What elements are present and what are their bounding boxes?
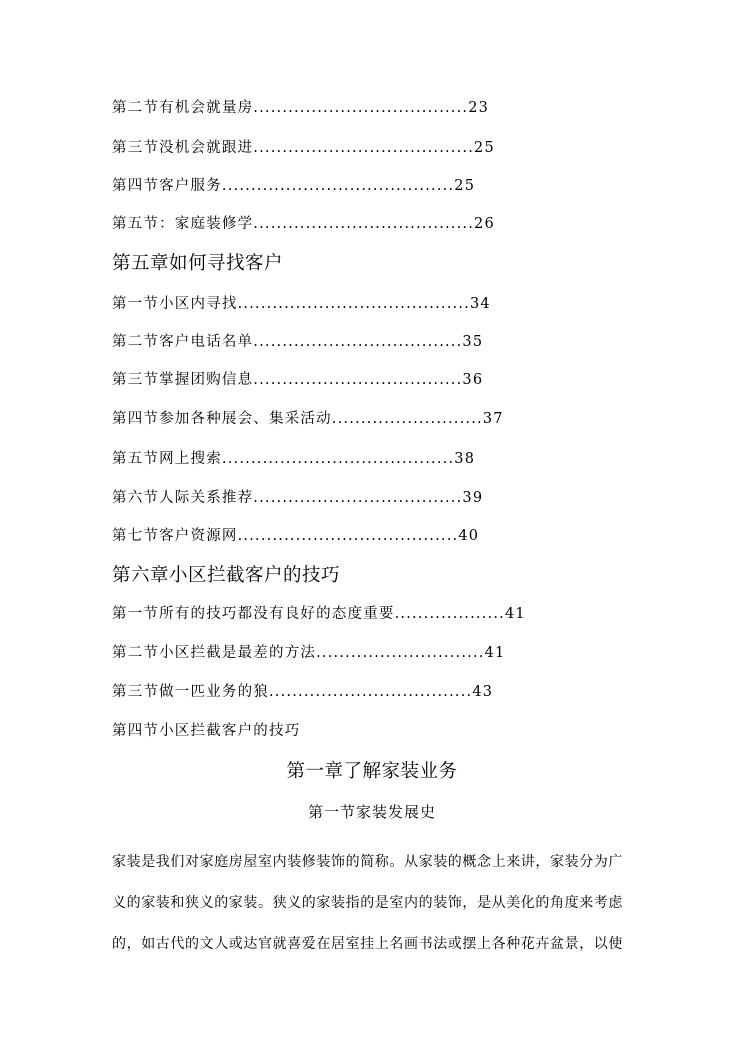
toc-chapter-heading: 第五章如何寻找客户 [112, 253, 284, 274]
toc-entry: 第四节参加各种展会、集采活动..........................37 [112, 411, 504, 427]
toc-entry: 第五节：家庭装修学......................................26 [112, 216, 495, 232]
toc-entry: 第二节客户电话名单....................................35 [112, 334, 484, 350]
toc-entry: 第三节没机会就跟进......................................25 [112, 140, 495, 156]
toc-entry: 第二节小区拦截是最差的方法.............................41 [112, 645, 506, 661]
paragraph-line: 义的家装和狭义的家装。狭义的家装指的是室内的装饰，是从美化的角度来考虑 [112, 895, 623, 911]
toc-entry: 第四节小区拦截客户的技巧 [112, 723, 301, 739]
section-title: 第一节家装发展史 [307, 803, 436, 821]
toc-entry: 第三节掌握团购信息....................................36 [112, 372, 484, 388]
toc-entry: 第三节做一匹业务的狼...................................43 [112, 684, 494, 700]
chapter-title: 第一章了解家装业务 [286, 761, 458, 782]
paragraph-line: 的，如古代的文人或达官就喜爱在居室挂上名画书法或摆上各种花卉盆景，以使 [112, 936, 623, 952]
toc-entry: 第一节所有的技巧都没有良好的态度重要...................41 [112, 606, 526, 622]
toc-entry: 第二节有机会就量房.....................................23 [112, 100, 490, 116]
toc-entry: 第一节小区内寻找........................................34 [112, 296, 491, 312]
toc-entry: 第六节人际关系推荐....................................39 [112, 490, 484, 506]
toc-entry: 第七节客户资源网......................................40 [112, 528, 480, 544]
toc-chapter-heading: 第六章小区拦截客户的技巧 [112, 565, 341, 586]
toc-entry: 第五节网上搜索........................................38 [112, 451, 476, 467]
toc-entry: 第四节客户服务........................................25 [112, 178, 476, 194]
paragraph-line: 家装是我们对家庭房屋室内装修装饰的简称。从家装的概念上来讲，家装分为广 [112, 854, 623, 870]
